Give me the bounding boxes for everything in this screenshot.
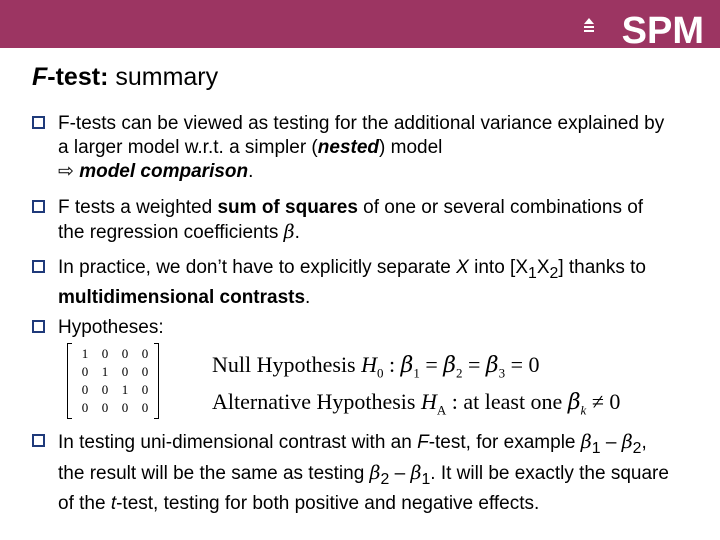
bullet-5-text-2: -test, for example bbox=[428, 432, 581, 453]
matrix-cell: 0 bbox=[81, 364, 89, 379]
bullet-3-sub-2: 2 bbox=[549, 264, 559, 282]
bullet-5-t: t bbox=[110, 492, 117, 514]
matrix-cell: 0 bbox=[141, 400, 149, 415]
matrix-row bbox=[75, 345, 155, 363]
null-beta-sub-1: 1 bbox=[413, 365, 420, 381]
bullet-3-multidimensional-contrasts: multidimensional contrasts bbox=[58, 286, 306, 308]
bullet-1-model-comparison: model comparison bbox=[79, 161, 249, 182]
bullet-4 bbox=[32, 316, 672, 340]
matrix-table bbox=[75, 345, 155, 417]
title-f: F bbox=[32, 63, 48, 91]
bullet-5-dash: – bbox=[600, 432, 622, 453]
matrix-cell: 0 bbox=[101, 382, 109, 397]
bullet-3 bbox=[32, 256, 672, 310]
bullet-3-period: . bbox=[305, 286, 311, 308]
beta-symbol: β bbox=[283, 221, 295, 243]
null-beta-sub-2: 2 bbox=[456, 365, 463, 381]
bullet-3-sub-1: 1 bbox=[528, 264, 537, 282]
bullet-5-sub: 1 bbox=[591, 439, 601, 457]
right-arrow-icon: ⇨ bbox=[58, 161, 74, 182]
title-test: -test: bbox=[47, 63, 109, 91]
null-beta-sub-3: 3 bbox=[498, 365, 506, 381]
spm-logo: SPM bbox=[621, 10, 704, 52]
beta-symbol: β bbox=[410, 461, 422, 484]
matrix-cell: 0 bbox=[141, 364, 149, 379]
bullet-2-sum-of-squares: sum of squares bbox=[217, 197, 358, 218]
header-bar bbox=[0, 0, 720, 52]
matrix-cell: 0 bbox=[81, 382, 89, 397]
matrix-cell: 0 bbox=[101, 346, 109, 361]
bullet-5-text: In testing uni-dimensional contrast with an bbox=[58, 432, 418, 453]
bullet-5-text-5: -test, testing for both positive and negative effects. bbox=[116, 492, 540, 514]
matrix-cell: 0 bbox=[121, 364, 129, 379]
bullet-5 bbox=[32, 430, 672, 516]
title-summary: summary bbox=[108, 63, 219, 91]
bullet-1-text: F-tests can be viewed as testing for the additional variance explained by a larger model w.r.t. a simpler ( bbox=[58, 113, 665, 158]
bullet-5-sub: 2 bbox=[380, 470, 390, 488]
matrix-cell: 1 bbox=[101, 364, 109, 379]
matrix-cell: 0 bbox=[121, 346, 129, 361]
bullet-3-text: In practice, we don’t have to explicitly separate bbox=[58, 257, 457, 278]
bullet-5-text-3: , the result will be the same as testing bbox=[58, 432, 647, 484]
bullet-2-text: F tests a weighted bbox=[58, 197, 218, 218]
beta-symbol: β bbox=[369, 461, 381, 484]
checkbox-bullet-icon bbox=[32, 200, 45, 213]
alt-not-equal-zero: ≠ 0 bbox=[586, 389, 621, 414]
matrix-cell: 0 bbox=[81, 400, 89, 415]
alt-at-least-one: : at least one bbox=[446, 389, 568, 414]
null-h: H bbox=[361, 352, 378, 377]
matrix-cell: 0 bbox=[101, 400, 109, 415]
bullet-5-sub: 1 bbox=[421, 470, 431, 488]
alt-beta-sub-k: k bbox=[580, 402, 587, 418]
matrix-cell: 0 bbox=[141, 346, 149, 361]
matrix-cell: 0 bbox=[121, 400, 129, 415]
beta-symbol: β bbox=[580, 431, 592, 453]
checkbox-bullet-icon bbox=[32, 116, 45, 129]
beta-symbol: β bbox=[485, 353, 499, 378]
bullet-3-text-4: ] thanks to bbox=[558, 257, 646, 278]
spm-mark-icon bbox=[584, 18, 594, 32]
alt-hypothesis-label: Alternative Hypothesis bbox=[212, 389, 421, 414]
null-equals: = bbox=[462, 352, 486, 377]
null-equals: = bbox=[419, 352, 444, 377]
bullet-5-sub: 2 bbox=[632, 439, 642, 457]
matrix-row bbox=[75, 363, 155, 381]
bullet-5-dash: – bbox=[389, 462, 411, 484]
bullet-1 bbox=[32, 112, 672, 184]
matrix-cell: 1 bbox=[121, 382, 129, 397]
matrix-cell: 1 bbox=[81, 346, 89, 361]
bullet-2 bbox=[32, 196, 672, 245]
bullet-5-text-4: . It will be exactly the square of the bbox=[58, 462, 669, 514]
bullet-2-period: . bbox=[294, 222, 300, 243]
matrix-cell: 0 bbox=[141, 382, 149, 397]
bullet-3-text-2: into [X bbox=[468, 257, 528, 278]
alt-h-sub: A bbox=[436, 402, 447, 418]
alt-h: H bbox=[420, 389, 437, 414]
checkbox-bullet-icon bbox=[32, 260, 45, 273]
matrix-row bbox=[75, 381, 155, 399]
matrix-left-bracket bbox=[67, 343, 72, 419]
beta-symbol: β bbox=[400, 353, 414, 378]
bullet-3-x: X bbox=[456, 257, 469, 278]
checkbox-bullet-icon bbox=[32, 320, 45, 333]
checkbox-bullet-icon bbox=[32, 434, 45, 447]
null-hypothesis bbox=[212, 352, 540, 386]
alternative-hypothesis bbox=[212, 389, 620, 423]
null-hypothesis-label: Null Hypothesis bbox=[212, 352, 362, 377]
matrix-row bbox=[75, 399, 155, 417]
beta-symbol: β bbox=[621, 431, 633, 453]
bullet-5-f: F bbox=[417, 432, 429, 453]
beta-symbol: β bbox=[443, 353, 456, 378]
page-title bbox=[32, 62, 218, 92]
bullet-1-period: . bbox=[248, 161, 254, 182]
bullet-3-text-3: X bbox=[536, 257, 550, 278]
contrast-matrix bbox=[67, 343, 159, 419]
beta-symbol: β bbox=[567, 390, 581, 415]
null-colon: : bbox=[383, 352, 401, 377]
bullet-4-text: Hypotheses: bbox=[58, 317, 164, 338]
null-h-sub: 0 bbox=[377, 365, 384, 381]
bullet-1-nested: nested bbox=[317, 137, 380, 158]
bullet-1-text-2: ) model bbox=[379, 137, 443, 158]
bullet-2-text-2: of one or several combinations of the regression coefficients bbox=[58, 197, 644, 243]
null-equals-zero: = 0 bbox=[505, 352, 540, 377]
